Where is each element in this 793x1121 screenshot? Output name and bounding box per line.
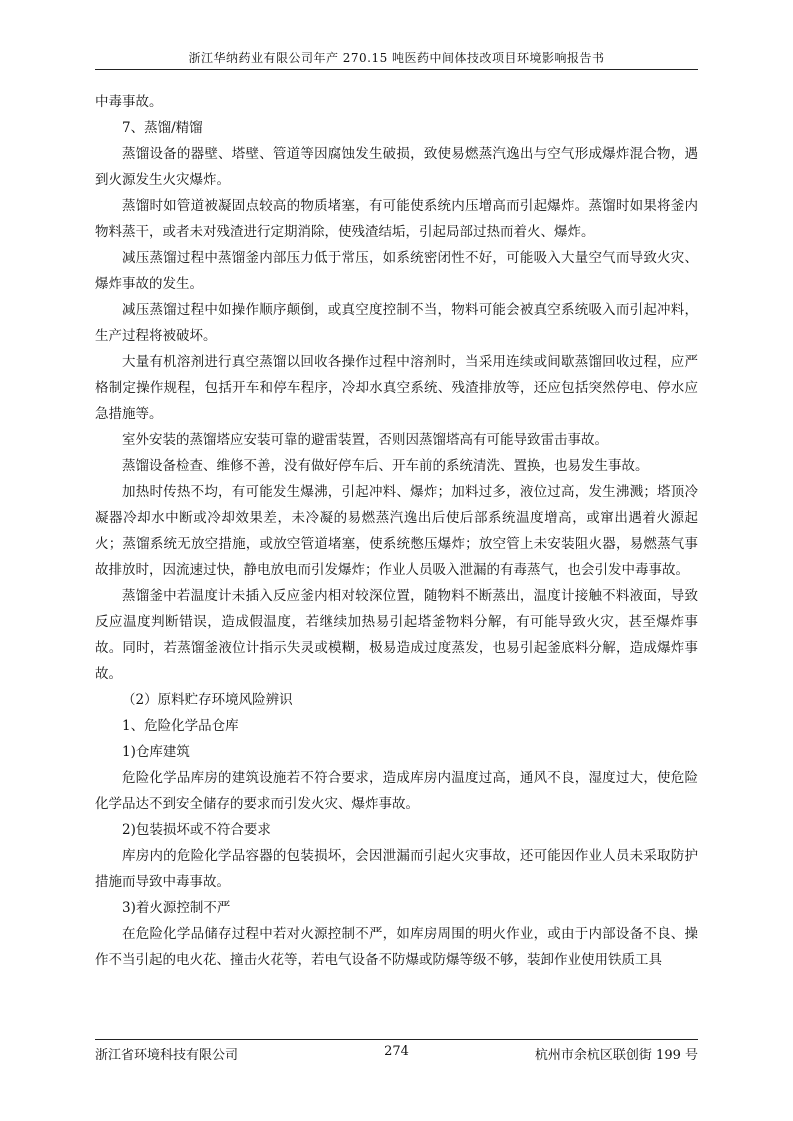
document-body <box>95 89 698 973</box>
body-paragraph: 减压蒸馏过程中蒸馏釜内部压力低于常压，如系统密闭性不好，可能吸入大量空气而导致火灾、爆炸事故的发生。 <box>95 250 698 292</box>
body-paragraph: 蒸馏设备的器壁、塔壁、管道等因腐蚀发生破损，致使易燃蒸汽逸出与空气形成爆炸混合物，遇到火源发生火灾爆炸。 <box>95 146 698 188</box>
page-header-title: 浙江华纳药业有限公司年产 270.15 吨医药中间体技改项目环境影响报告书 <box>188 51 605 65</box>
body-paragraph: 蒸馏釜中若温度计未插入反应釜内相对较深位置，随物料不断蒸出，温度计接触不料液面，导致反应温度判断错误，造成假温度，若继续加热易引起塔釜物料分解，有可能导致火灾，甚至爆炸事故。同时，若蒸馏釜液位计指示失灵或模糊，极易造成过度蒸发，也易引起釜底料分解，造成爆炸事故。 <box>95 588 698 682</box>
page-footer <box>95 1044 698 1064</box>
body-paragraph: 库房内的危险化学品容器的包装损坏，会因泄漏而引起火灾事故，还可能因作业人员未采取防护措施而导致中毒事故。 <box>95 848 698 890</box>
body-paragraph: 大量有机溶剂进行真空蒸馏以回收各操作过程中溶剂时，当采用连续或间歇蒸馏回收过程，应严格制定操作规程，包括开车和停车程序，冷却水真空系统、残渣排放等，还应包括突然停电、停水应急措施等。 <box>95 354 698 422</box>
body-paragraph: （2）原料贮存环境风险辨识 <box>122 692 293 708</box>
footer-divider <box>95 1039 698 1040</box>
footer-company: 浙江省环境科技有限公司 <box>95 1048 239 1063</box>
body-paragraph: 7、蒸馏/精馏 <box>122 120 203 136</box>
body-paragraph: 3)着火源控制不严 <box>122 900 231 916</box>
body-paragraph: 中毒事故。 <box>95 94 163 110</box>
footer-address: 杭州市余杭区联创街 199 号 <box>534 1048 698 1063</box>
body-paragraph: 蒸馏设备检查、维修不善，没有做好停车后、开车前的系统清洗、置换，也易发生事故。 <box>122 458 649 474</box>
body-paragraph: 危险化学品库房的建筑设施若不符合要求，造成库房内温度过高，通风不良，湿度过大，使危险化学品达不到安全储存的要求而引发火灾、爆炸事故。 <box>95 770 698 812</box>
footer-page-number: 274 <box>384 1044 409 1059</box>
body-paragraph: 室外安装的蒸馏塔应安装可靠的避雷装置，否则因蒸馏塔高有可能导致雷击事故。 <box>122 432 608 448</box>
body-paragraph: 在危险化学品储存过程中若对火源控制不严，如库房周围的明火作业，或由于内部设备不良、操作不当引起的电火花、撞击火花等，若电气设备不防爆或防爆等级不够，装卸作业使用铁质工具 <box>95 926 698 968</box>
body-paragraph: 蒸馏时如管道被凝固点较高的物质堵塞，有可能使系统内压增高而引起爆炸。蒸馏时如果将釜内物料蒸干，或者未对残渣进行定期消除，使残渣结垢，引起局部过热而着火、爆炸。 <box>95 198 698 240</box>
header-divider <box>95 69 698 70</box>
body-paragraph: 加热时传热不均，有可能发生爆沸，引起冲料、爆炸；加料过多，液位过高，发生沸溅；塔顶冷凝器冷却水中断或冷却效果差，未冷凝的易燃蒸汽逸出后使后部系统温度增高，或窜出遇着火源起火；蒸馏系统无放空措施，或放空管道堵塞，使系统憋压爆炸；放空管上未安装阻火器，易燃蒸气事故排放时，因流速过快，静电放电而引发爆炸；作业人员吸入泄漏的有毒蒸气，也会引发中毒事故。 <box>95 484 698 578</box>
body-paragraph: 1、危险化学品仓库 <box>122 718 239 734</box>
body-paragraph: 2)包装损坏或不符合要求 <box>122 822 271 838</box>
body-paragraph: 1)仓库建筑 <box>122 744 190 760</box>
body-paragraph: 减压蒸馏过程中如操作顺序颠倒，或真空度控制不当，物料可能会被真空系统吸入而引起冲料，生产过程将被破坏。 <box>95 302 698 344</box>
